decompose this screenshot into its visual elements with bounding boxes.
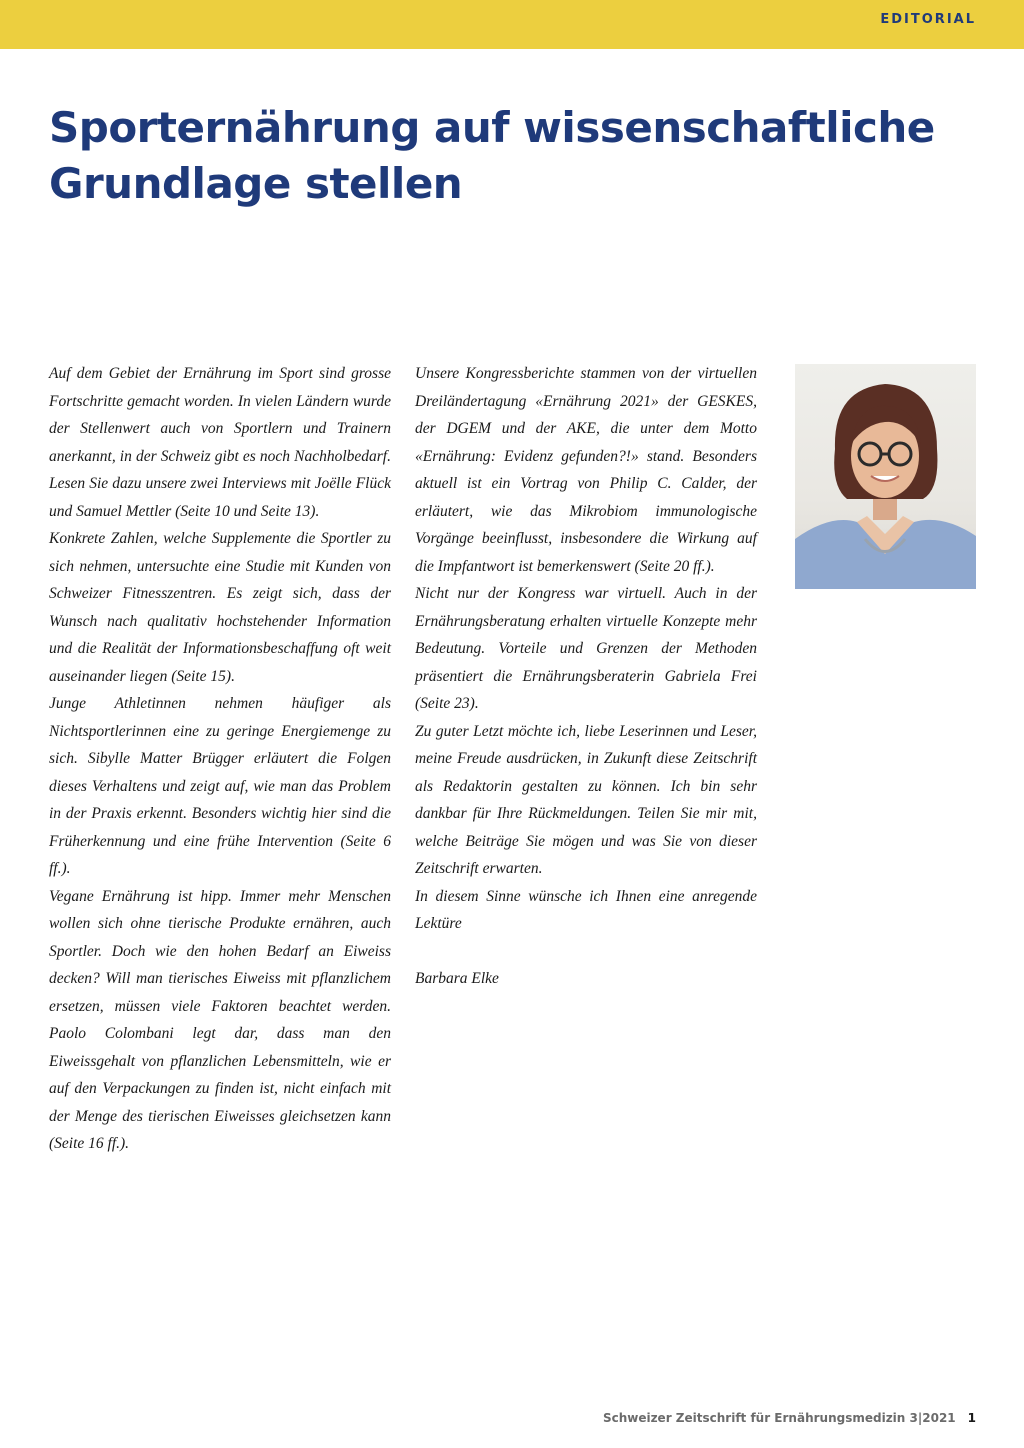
text-column-right — [415, 360, 757, 993]
paragraph: Nicht nur der Kongress war virtuell. Auch in der Ernährungsberatung erhalten virtuelle Konzepte mehr Bedeutung. Vorteile und Grenzen der Methoden präsentiert die Ernährungsberaterin Gabriela Frei (Seite 23). — [415, 585, 757, 712]
paragraph: Auf dem Gebiet der Ernährung im Sport sind grosse Fortschritte gemacht worden. In vielen Ländern wurde der Stellenwert auch von Sportlern und Trainern anerkannt, in der Schweiz gibt es noch Nachholbedarf. Lesen Sie dazu unsere zwei Interviews mit Joëlle Flück und Samuel Mettler (Seite 10 und Seite 13). — [49, 365, 391, 520]
header-band — [0, 0, 1024, 49]
article-title — [49, 100, 949, 212]
paragraph: In diesem Sinne wünsche ich Ihnen eine anregende Lektüre — [415, 887, 757, 932]
paragraph: Junge Athletinnen nehmen häufiger als Nichtsportlerinnen eine zu geringe Energiemenge zu sich. Sibylle Matter Brügger erläutert die Folgen dieses Verhaltens und zeigt auf, wie man das Problem in der Praxis erkennt. Besonders wichtig hier sind die Früherkennung und eine frühe Intervention (Seite 6 ff.). — [49, 695, 391, 877]
paragraph: Unsere Kongressberichte stammen von der virtuellen Dreiländertagung «Ernährung 2021» der GESKES, der DGEM und der AKE, die unter dem Motto «Ernährung: Evidenz gefunden?!» stand. Besonders aktuell ist ein Vortrag von Philip C. Calder, der erläutert, wie das Mikrobiom immunologische Vorgänge beeinflusst, insbesondere die Wirkung auf die Impfantwort ist bemerkenswert (Seite 20 ff.). — [415, 365, 757, 575]
page-number: 1 — [967, 1411, 976, 1425]
article-title-line-1: Sporternährung auf wissenschaftliche — [49, 103, 935, 152]
portrait-illustration — [795, 364, 976, 589]
spacer — [415, 938, 757, 966]
author-portrait — [795, 364, 976, 589]
author-signature: Barbara Elke — [415, 970, 499, 987]
paragraph: Vegane Ernährung ist hipp. Immer mehr Menschen wollen sich ohne tierische Produkte ernähren, auch Sportler. Doch wie den hohen Bedarf an Eiweiss decken? Will man tierisches Eiweiss mit pflanzlichem ersetzen, müssen viele Faktoren beachtet werden. Paolo Colombani legt dar, dass man den Eiweissgehalt von pflanzlichen Lebensmitteln, wie er auf den Verpackungen zu finden ist, nicht einfach mit der Menge des tierischen Eiweisses gleichsetzen kann (Seite 16 ff.). — [49, 887, 391, 1152]
article-title-line-2: Grundlage stellen — [49, 159, 463, 208]
paragraph: Zu guter Letzt möchte ich, liebe Leserinnen und Leser, meine Freude ausdrücken, in Zukunft diese Zeitschrift als Redaktorin gestalten zu können. Ich bin sehr dankbar für Ihre Rückmeldungen. Teilen Sie mir mit, welche Beiträge Sie mögen und was Sie von dieser Zeitschrift erwarten. — [415, 722, 757, 877]
text-column-left — [49, 360, 391, 1158]
page-footer — [603, 1411, 976, 1425]
section-label: EDITORIAL — [880, 12, 976, 27]
journal-name: Schweizer Zeitschrift für Ernährungsmedizin 3|2021 — [602, 1411, 956, 1425]
paragraph: Konkrete Zahlen, welche Supplemente die Sportler zu sich nehmen, untersuchte eine Studie mit Kunden von Schweizer Fitnesszentren. Es zeigt sich, dass der Wunsch nach qualitativ hochstehender Information und die Realität der Informationsbeschaffung oft weit auseinander liegen (Seite 15). — [49, 530, 391, 685]
